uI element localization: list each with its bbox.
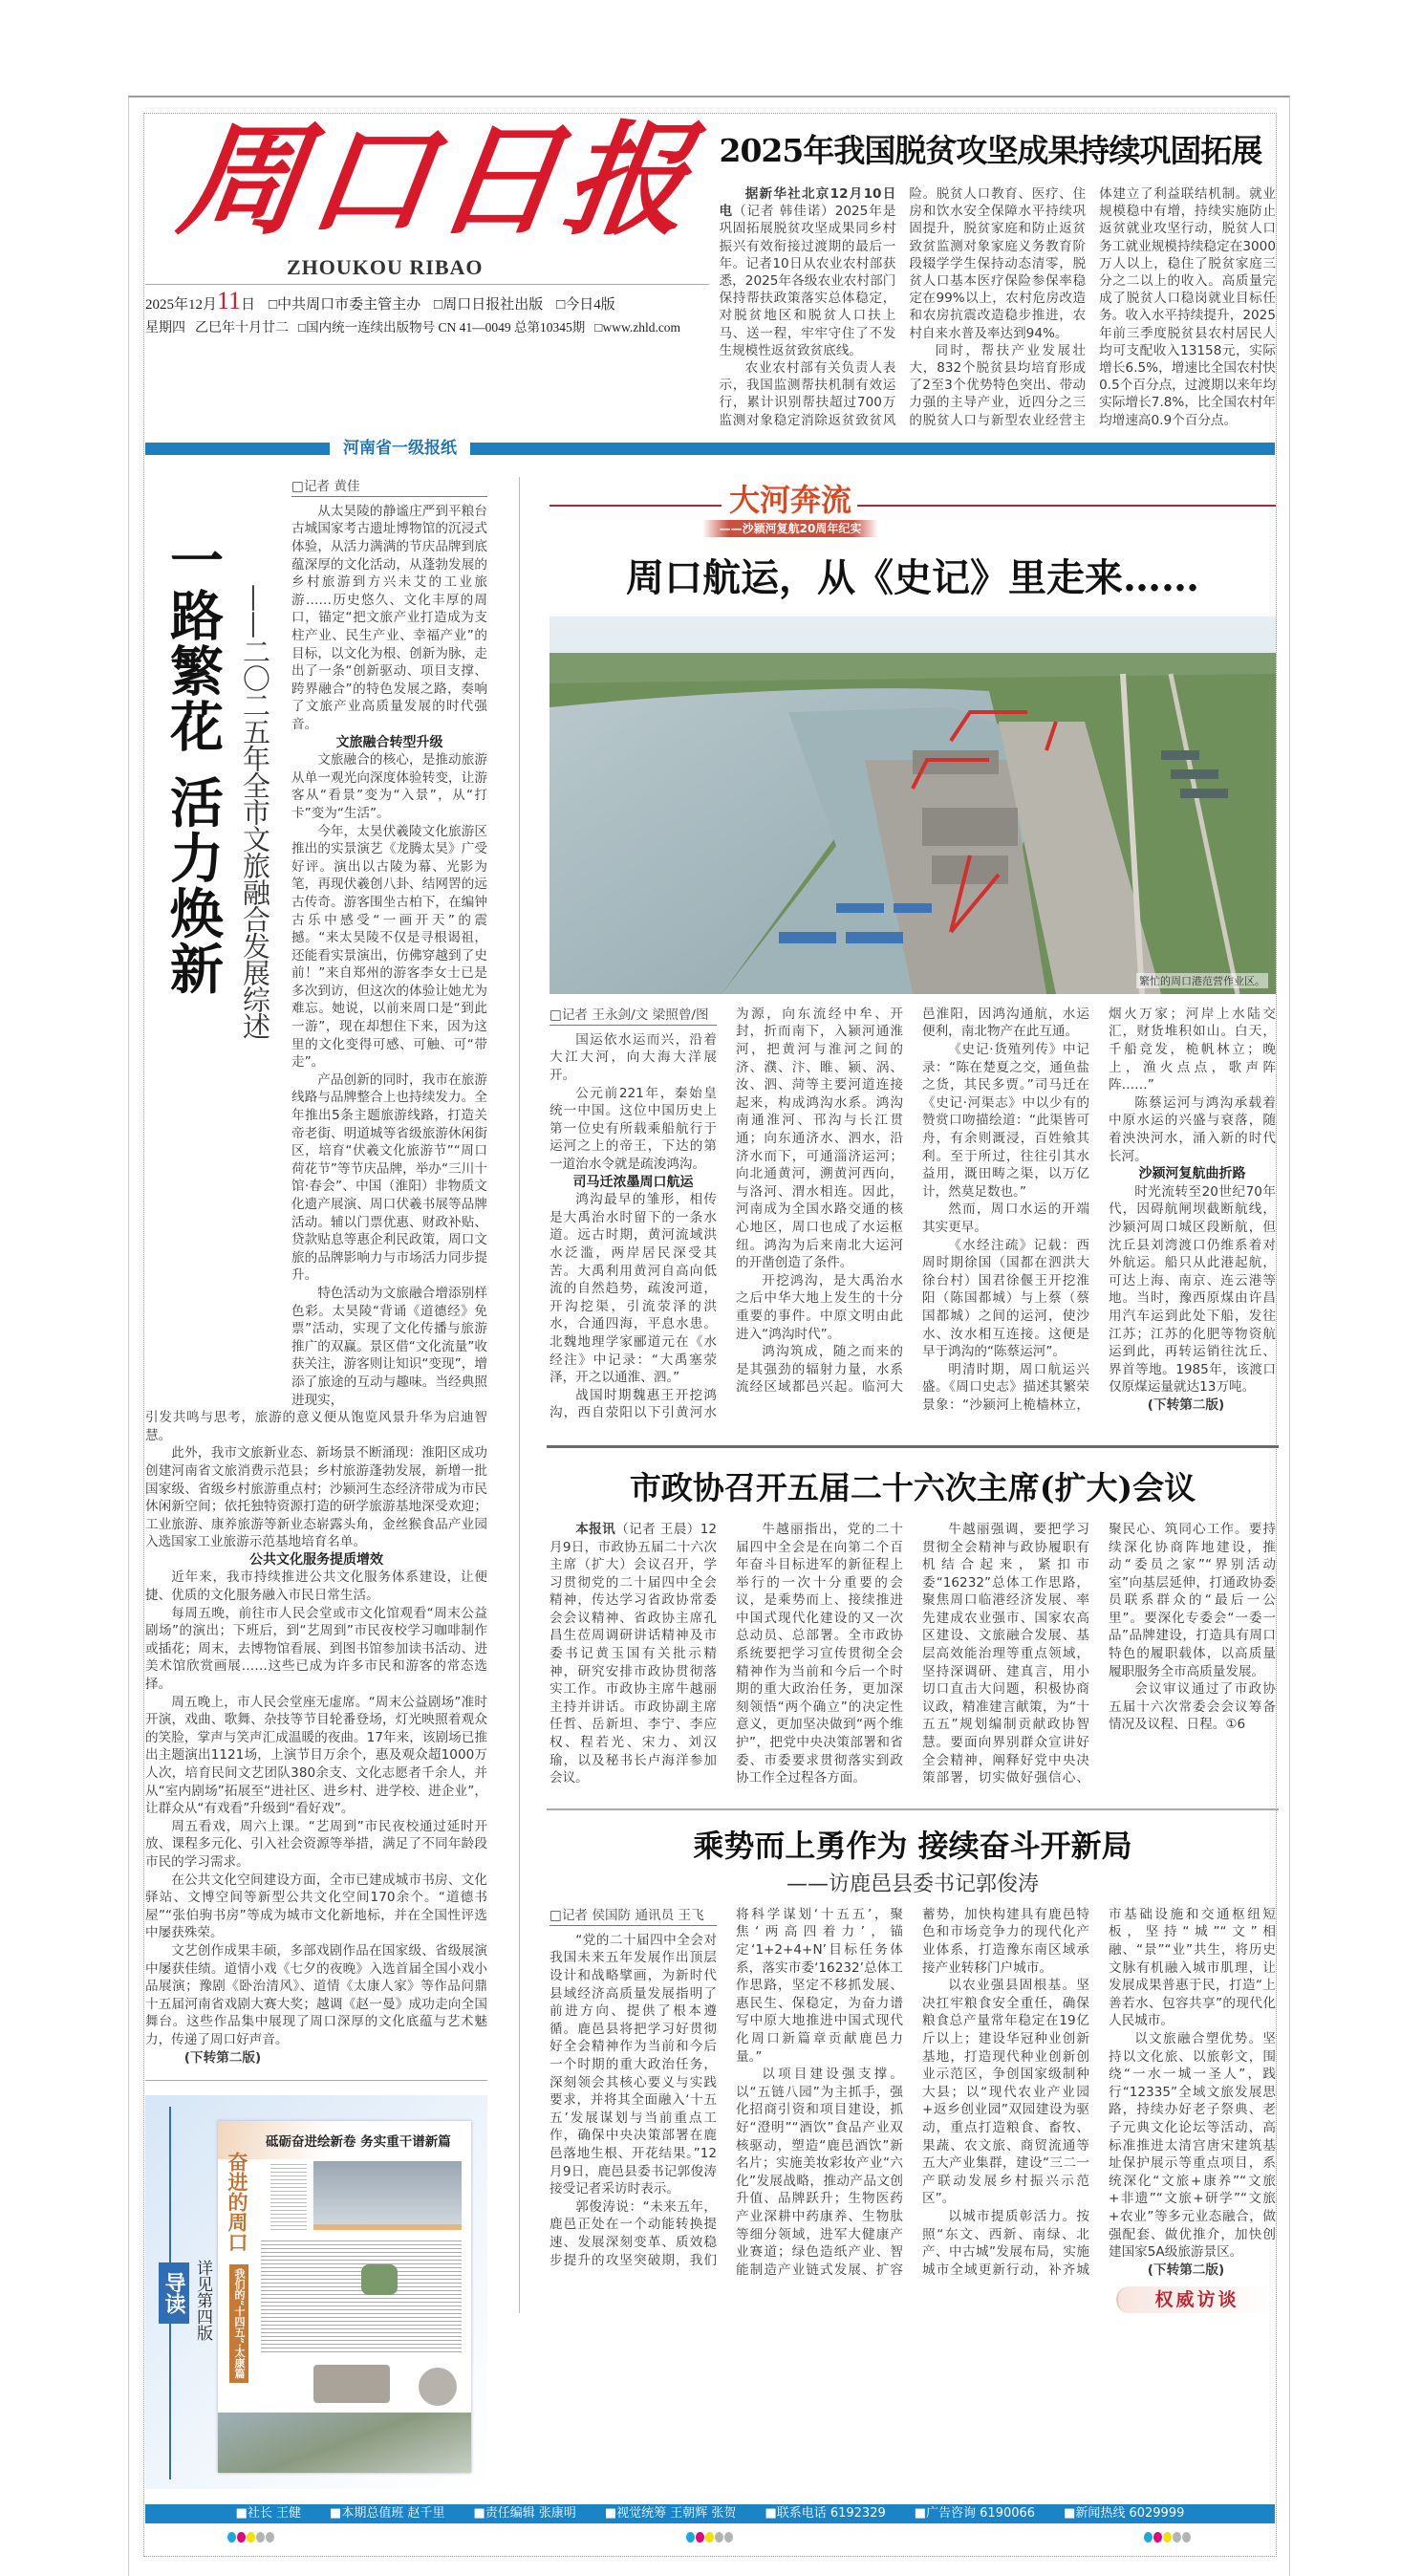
paragraph-text: 文旅融合的核心，是推动旅游从单一观光向深度体验转变，让游客从“看景”变为“入景”，从“打卡”变为“生活”。 <box>291 752 487 821</box>
interview-text <box>549 1906 1276 2279</box>
thumb-series: 奋进的周口 <box>226 2152 249 2253</box>
register-marks <box>1144 2528 1192 2546</box>
paragraph <box>145 1444 487 1551</box>
paragraph-text: 同时，帮扶产业发展壮大，832个脱贫县均培育形成了2至3个优势特色突出、带动力强的主导产业，近四分之三的脱贫人口与新型农业经营主体建立了利益联结机制。就业规模稳中有增，持续实施防止返贫就业攻坚行动，脱贫人口务工就业规模持续稳定在3000万人以上，稳住了脱贫家庭三分之二以上的收入。高质量完成了脱贫人口稳岗就业目标任务。收入水平持续提升，2025年前三季度脱贫县农村居民人均可支配收入13158元，实际增长6.5%，增速比全国农村快0.5个百分点，过渡期以来年均实际增长7.8%，比全国农村年均增速高0.9个百分点。 <box>909 186 1276 428</box>
paragraph <box>922 1041 1089 1201</box>
section-divider <box>547 1445 1279 1448</box>
interview-subtitle: ——访鹿邑县委书记郭俊涛 <box>786 1872 1039 1896</box>
culture-story-title: 一路繁花 活力焕新 <box>162 531 225 997</box>
section-divider <box>145 2080 487 2081</box>
date-prefix: 2025年12月 <box>145 297 218 313</box>
paragraph <box>145 1942 487 2049</box>
culture-byline: □记者 黄佳 <box>291 477 487 497</box>
weekday: 星期四 <box>145 321 185 336</box>
paragraph-text: 牛越丽指出，党的二十届四中全会是在向第二个百年奋斗目标进军的新征程上举行的一次十分重要的会议，是乘势而上、接续推进中国式现代化建设的又一次总动员、总部署。全市政协系统要把学习宣传贯彻全会精神作为当前和今后一个时期的重大政治任务，更加深刻领悟“两个确立”的决定性意义，更加坚决做到“两个维护”，把党中央决策部署和省委、市委要求贯彻落实到政协工作全过程各方面。 <box>736 1521 903 1786</box>
series-subtitle: ——沙颍河复航20周年纪实 <box>702 520 878 537</box>
paragraph <box>291 823 487 1072</box>
paragraph-text: 此外，我市文旅新业态、新场景不断涌现：淮阳区成功创建河南省文旅消费示范县；乡村旅游蓬勃发展，新增一批国家级、省级乡村旅游重点村；沙颍河生态经济带成为市民休闲新空间；依托独特资源打造的研学旅游基地深受欢迎；工业旅游、康养旅游等新业态崭露头角，金丝猴食品产业园入选国家工业旅游示范基地培育名单。 <box>145 1445 487 1550</box>
main-content <box>145 477 1276 2489</box>
paragraph <box>291 1285 487 1409</box>
thumb-ribbon-sub: 太康篇 <box>233 2347 246 2379</box>
paragraph-text: 《水经注疏》记载：西周时期徐国（国都在泗洪大徐台村）国君徐偃王开挖淮阳（陈国都城）与上蔡（蔡国都城）之间的运河，使沙水、汝水相互连接。这便是早于鸿沟的“陈蔡运河”。 <box>922 1237 1089 1360</box>
paragraph-text: 牛越丽强调，要把学习贯彻全会精神与政协履职有机结合起来，紧扣市委“16232”总体工作思路，聚焦周口临港经济发展、率先建成农业强市、国家农高区建设、文旅融合发展、基层高效能治理等重点领域，坚持深调研、建真言，用小切口直击大问题，积极协商议政，精准建言献策，为“十五五”规划编制贡献政协智慧。要面向界别群众宣讲好全会精神，阐释好党中央决策部署，切实做好强信心、聚民心、筑同心工作。要持续深化协商阵地建设，推动“委员之家”“界别活动室”向基层延伸，打通政协委员联系群众的“最后一公里”。要深化专委会“一委一品”品牌建设，打造具有周口特色的履职载体，以高质量履职服务全市高质量发展。 <box>922 1521 1276 1786</box>
shipping-headline: 周口航运，从《史记》里走来…… <box>626 554 1199 600</box>
culture-story <box>145 477 487 2489</box>
paragraph-text: 时光流转至20世纪70年代，因碍航闸坝截断航线，沙颍河周口城区段断航，但沈丘县刘湾渡口仍维系着对外航运。船只从此港起航，可达上海、南京、连云港等地。当时，豫西原煤由许昌用汽车运到此处下船，发往江苏；江苏的化肥等物资航运到此，再转运销往沈丘、界首等地。1985年，该渡口仅原煤运量就达13万吨。 <box>1109 1183 1276 1396</box>
thumb-ribbon: 我们的“十四五”·太康篇 <box>229 2264 248 2383</box>
paragraph <box>145 1872 487 1942</box>
paragraph-text: 从太昊陵的静谧庄严到平粮台古城国家考古遗址博物馆的沉浸式体验，从活力满满的节庆品牌到底蕴深厚的文化活动，从蓬勃发展的乡村旅游到方兴未艾的工业旅游……历史悠久、文化丰厚的周口，锚定“把文旅产业打造成为支柱产业、民生产业、幸福产业”的目标，以文化为根、创新为脉，走出了一条“创新驱动、项目支撑、跨界融合”的特色发展之路，奏响了文旅产业高质量发展的时代强音。 <box>291 503 487 732</box>
paragraph-text: 鸿沟最早的雏形，相传是大禹治水时留下的一条水道。远古时期，黄河流域洪水泛滥，两岸居民深受其苦。大禹利用黄河自高向低流的自然趋势，疏浚河道，开沟挖渠，引流荥泽的洪水，合通四海，平息水患。北魏地理学家郦道元在《水经注》中记录：“大禹塞荥泽，开之以通淮、泗。” <box>549 1192 717 1386</box>
paragraph-text: 近年来，我市持续推进公共文化服务体系建设，让便捷、优质的文化服务融入市民日常生活。 <box>145 1569 487 1604</box>
paragraph-text: 今年，太昊伏羲陵文化旅游区推出的实景演艺《龙腾太昊》广受好评。演出以古陵为幕、光影为笔，再现伏羲创八卦、结网罟的远古传奇。游客围坐古柏下，在编钟古乐中感受“一画开天”的震撼。“来太昊陵不仅是寻根谒祖，还能看实景演出，仿佛穿越到了史前！”来自郑州的游客李女士已是多次到访，但这次的体验让她尤为难忘。她说，以前来周口是“到此一游”，现在却想住下来，因为这里的文化变得可感、可触、可“带走”。 <box>291 823 487 1071</box>
top-story-headline: 2025年我国脱贫攻坚成果持续巩固拓展 <box>719 132 1262 169</box>
newspaper-pinyin: ZHOUKOU RIBAO <box>287 255 484 279</box>
paragraph-text: 《史记·货殖列传》中记录：“陈在楚夏之交，通鱼盐之货，其民多贾。”司马迁在《史记·河渠志》中以少有的赞赏口吻描绘道：“此渠皆可舟，有余则溉浸，百姓飨其利。至于所过，往往引其水益用，溉田畴之渠，以万亿计，然莫足数也。” <box>922 1042 1089 1200</box>
paragraph <box>291 751 487 822</box>
culture-subtitle-box <box>222 477 269 1039</box>
culture-story-subtitle: ——二〇二五年全市文旅融合发展综述 <box>239 583 271 1039</box>
register-dot <box>266 2532 274 2543</box>
paragraph <box>922 1977 1089 2208</box>
paragraph-text: 周五晚上，市人民会堂座无虚席。“周末公益剧场”准时开演，戏曲、歌舞、杂技等节目轮番登场，灯光映照着观众的笑脸，掌声与笑声汇成温暖的夜曲。17年来，该剧场已推出主题演出1121场，上演节目万余个，惠及观众超1000万人次，培育民间文艺团队380余支、文化志愿者千余人，并从“室内剧场”拓展至“进社区、进乡村、进学校、进企业”，让群众从“有戏看”升级到“看好戏”。 <box>145 1694 487 1817</box>
top-story-body <box>720 185 1277 429</box>
register-dot <box>696 2532 704 2543</box>
sponsor: □中共周口市委主管主办 <box>269 297 421 313</box>
date-row <box>145 287 709 315</box>
paragraph-text: 然而，周口水运的开端其实更早。 <box>922 1201 1089 1235</box>
footer-credits <box>145 2504 1275 2523</box>
page-border <box>143 109 1277 2557</box>
byline: □记者 王永剑/文 梁照曾/图 <box>549 1006 717 1026</box>
paragraph <box>736 1521 903 1787</box>
register-dot <box>227 2532 236 2543</box>
paragraph <box>549 1031 717 1085</box>
register-marks <box>227 2528 275 2546</box>
paragraph-text: （记者 韩佳诺）2025年是巩固拓展脱贫攻坚成果同乡村振兴有效衔接过渡期的最后一年。记者10日从农业农村部获悉，2025年各级农业农村部门保持帮扶政策落实总体稳定，对脱贫地区和脱贫人口扶上马、送一程，牢牢守住了不发生规模性返贫致贫底线。 <box>719 204 896 358</box>
paragraph <box>291 503 487 734</box>
thumb-ribbon-text: 我们的“十四五” <box>233 2268 246 2344</box>
paragraph <box>291 1072 487 1285</box>
byline: □记者 侯国防 通讯员 王飞 <box>549 1906 717 1926</box>
issue-info-row <box>145 317 709 339</box>
thumb-photo <box>361 2264 398 2295</box>
register-dot <box>1144 2532 1153 2543</box>
date-suffix: 日 <box>241 297 256 313</box>
subheading: 公共文化服务提质增效 <box>249 1551 383 1568</box>
guide-see-page[interactable]: 详见第四版 <box>193 2260 212 2342</box>
paragraph <box>1109 1094 1276 1165</box>
culture-title-box <box>145 477 225 997</box>
band-label: 河南省一级报纸 <box>330 435 470 462</box>
publisher: □周口日报社出版 <box>434 297 544 313</box>
register-marks-row <box>145 2523 1276 2546</box>
register-dot <box>724 2532 733 2543</box>
paragraph-text: 郭俊涛说：“未来五年，鹿邑正处在一个动能转换提速、发展深刻变革、质效稳步提升的攻坚突破期，我们将科学谋划‘十五五’，聚焦‘两高四着力’，锚定‘1+2+4+N’目标任务体系，落实市委‘16232’总体工作思路，坚定不移抓发展、惠民生、保稳定，为奋力谱写中原大地推进中国式现代化周口新篇章贡献鹿邑力量。” <box>549 1906 903 2268</box>
paragraph-text: 开挖鸿沟，是大禹治水之后中华大地上发生的十分重要的事件。中原文明由此进入“鸿沟时代”。 <box>736 1272 903 1342</box>
interview-headline: 乘势而上勇作为 接续奋斗开新局 <box>693 1827 1132 1864</box>
thumb-text-block <box>261 2240 462 2355</box>
subheading: 司马迁浓墨周口航运 <box>572 1174 694 1190</box>
register-dot <box>1173 2532 1181 2543</box>
paragraph-text: 以城市提质彰活力。按照“东文、西新、南绿、北产、中古城”发展布局，实施城市全域更新行动，补齐城市基础设施和交通枢纽短板，坚持“城”“文”相融、“景”“业”共生，将历史文脉有机融入城市肌理，让发展成果普惠于民，打造“上善若水、包容共享”的现代化人民城市。 <box>922 1906 1276 2278</box>
thumb-text-block <box>270 2164 307 2231</box>
paragraph <box>922 1201 1089 1236</box>
cppcc-headline: 市政协召开五届二十六次主席(扩大)会议 <box>629 1468 1196 1506</box>
header-row <box>145 109 1276 429</box>
main-column <box>519 477 1276 2313</box>
paragraph <box>1109 2030 1276 2262</box>
port-photo <box>549 617 1276 994</box>
thumb-photo <box>419 2368 457 2406</box>
thumb-photo <box>313 2161 462 2230</box>
page-frame <box>128 96 1290 2576</box>
continued-note: (下转第二版) <box>183 2049 262 2066</box>
subheading: 沙颍河复航曲折路 <box>1138 1166 1246 1182</box>
thumb-photo <box>313 2365 390 2403</box>
masthead-band <box>145 443 1275 455</box>
paragraph <box>145 1605 487 1694</box>
footer-credit: ■社长 王健 <box>235 2506 302 2522</box>
issue-date <box>145 287 256 315</box>
paragraph-text: 在公共文化空间建设方面，全市已建成城市书房、文化驿站、文博空间等新型公共文化空间170余个。“道德书屋”“张伯驹书房”等成为城市文化新地标，并在全国性评选中屡获殊荣。 <box>145 1872 487 1941</box>
paragraph-text: 每周五晚，前往市人民会堂或市文化馆观看“周末公益剧场”的演出；下班后，到“艺周到”市民夜校学习咖啡制作或插花；周末，去博物馆看展、到图书馆参加读书活动、进美术馆欣赏画展……这些已成为许多市民和游客的常态选择。 <box>145 1605 487 1693</box>
paragraph <box>922 1237 1089 1361</box>
paragraph-text: 文艺创作成果丰硕，多部戏剧作品在国家级、省级展演中屡获佳绩。道情小戏《七夕的夜晚》入选首届全国小戏小品展演；豫剧《卧治清风》、道情《太康人家》等作品问鼎十五届河南省戏剧大赛大奖；越调《赵一曼》成功走向全国舞台。这些作品集中展现了周口深厚的文化底蕴与艺术魅力，传递了周口好声音。 <box>145 1942 487 2047</box>
paragraph-text: 会议审议通过了市政协五届十六次常委会会议筹备情况及议程、日程。①6 <box>1109 1681 1276 1733</box>
website-link[interactable]: □www.zhld.com <box>594 320 681 335</box>
masthead-divider <box>145 284 709 285</box>
paragraph <box>1109 1183 1276 1396</box>
register-marks <box>686 2528 734 2546</box>
paragraph-text: 国运依水运而兴，沿着大江大河，向大海大洋展开。 <box>549 1031 717 1084</box>
cppcc-text <box>549 1521 1276 1787</box>
masthead <box>145 109 709 339</box>
paragraph-text: 农业农村部有关负责人表示，我国监测帮扶机制有效运行，累计识别帮扶超过700万监测对象稳定消除返贫致贫风险。脱贫人口教育、医疗、住房和饮水安全保障水平持续巩固提升，脱贫家庭和防止返贫致贫监测对象家庭义务教育阶段辍学学生保持动态清零，脱贫人口基本医疗保险参保率稳定在99%以上，农村危房改造和农房抗震改造稳步推进，农村自来水普及率达到94%。 <box>719 186 1087 428</box>
culture-story-narrow <box>291 477 487 1409</box>
paragraph <box>549 1191 717 1387</box>
subheading: 文旅融合转型升级 <box>335 734 443 750</box>
register-dot <box>1153 2532 1162 2543</box>
culture-wide-text <box>145 1409 487 2067</box>
register-dot <box>237 2532 246 2543</box>
footer-credit: ■责任编辑 张康明 <box>473 2506 576 2522</box>
newspaper-logo: 周口日报 <box>171 109 704 252</box>
paragraph <box>549 1085 717 1174</box>
paragraph-text: （记者 王晨）12月9日，市政协五届二十六次主席（扩大）会议召开，学习贯彻党的二十届四中全会精神，传达学习省政协常委会会议精神、省政协主席孔昌生莅周调研讲话精神及市委书记黄玉国有关批示精神，研究安排市政协贯彻落实工作。市政协主席牛越丽主持并讲话。市政协副主席任哲、岳新坦、李宁、李应权、程若光、宋力、刘汉瑜，以及秘书长卢海洋参加会议。 <box>549 1521 717 1786</box>
footer-credit: ■新闻热线 6029999 <box>1064 2506 1185 2522</box>
footer-credit: ■视觉统筹 王朝辉 张贺 <box>604 2506 737 2522</box>
paragraph-text: “党的二十届四中全会对我国未来五年发展作出顶层设计和战略擘画，为新时代县域经济高质量发展指明了前进方向、提供了根本遵循。鹿邑县将把学习好贯彻好全会精神作为当前和今后一个时期的重大政治任务，深刻领会其核心要义与实践要求，并将其全面融入‘十五五’发展谋划与当前重点工作，确保中央决策部署在鹿邑落地生根、开花结果。”12月9日，鹿邑县委书记郭俊涛接受记者采访时表示。 <box>549 1932 717 2197</box>
paragraph <box>145 1694 487 1818</box>
interview-badge: 权威访谈 <box>1116 2286 1276 2313</box>
footer-credit: ■本期总值班 赵千里 <box>330 2506 445 2522</box>
register-dot <box>247 2532 255 2543</box>
date-day: 11 <box>217 287 242 314</box>
page-count: □今日4版 <box>556 297 615 313</box>
lunar-date: 乙巳年十月廿二 <box>195 321 289 336</box>
thumb-aerial-photo <box>218 2413 471 2473</box>
register-dot <box>256 2532 265 2543</box>
paragraph <box>549 1521 717 1787</box>
guide-panel[interactable] <box>145 2095 487 2489</box>
page4-thumbnail[interactable] <box>218 2121 471 2473</box>
lead-tag: 据新华社北京12月10日电 <box>719 186 896 220</box>
paragraph <box>145 1569 487 1604</box>
photo-caption: 繁忙的周口港范营作业区。 <box>1136 973 1268 988</box>
register-dot <box>715 2532 723 2543</box>
paragraph-text: 以文旅融合塑优势。坚持以文化旅、以旅彰文，围绕“一水一城一圣人”，践行“12335”全域文旅发展思路，持续办好老子祭典、老子元典文化论坛等活动，高标准推进太清宫唐宋建筑基址保护展示等重点项目，系统深化“文旅+康养”“文旅+非遗”“文旅+研学”“文旅+农业”等多元业态融合，做强配套、做优推介，加快创建国家5A级旅游景区。 <box>1109 2030 1276 2261</box>
shipping-text <box>549 1006 1276 1422</box>
paragraph-text: 特色活动为文旅融合增添别样色彩。太昊陵“背诵《道德经》免票”活动，实现了文化传播与旅游推广的双赢。景区借“文化流量”收获关注，游客则让知识“变现”，增添了旅途的互动与趣味。当经典照进现实， <box>291 1285 487 1408</box>
paragraph-text: 战国时期魏惠王开挖鸿沟，西自荥阳以下引黄河水为源，向东流经中牟、开封，折而南下，入颍河通淮河，把黄河与淮河之间的济、濮、汴、睢、颍、涡、汝、泗、菏等主要河道连接起来，构成鸿沟水系。鸿沟南通淮河、邗沟与长江贯通；向东通济水、泗水，沿济水而下，可通淄济运河；向北通黄河，溯黄河西向，与洛河、渭水相连。因此，河南成为全国水路交通的核心地区，周口也成了水运枢纽。鸿沟为后来南北大运河的开凿创造了条件。 <box>549 1006 903 1421</box>
series-title: 大河奔流 <box>728 481 851 518</box>
paragraph <box>549 1932 717 2198</box>
register-dot <box>1182 2532 1191 2543</box>
paragraph-text: 以项目建设强支撑。以“五链八园”为主抓手，强化招商引资和项目建设，抓好“澄明”“酒饮”食品产业双核驱动，塑造“鹿邑酒饮”新名片；实施美妆彩妆产业“六化”发展战略，推动产品文创升值、品牌跃升；生物医药产业深耕中药康养、生物肽等细分领域，进军大健康产业赛道；绿色造纸产业、智能制造产业链式发展、扩容蓄势，加快构建具有鹿邑特色和市场竞争力的现代化产业体系，打造豫东南区域承接产业转移门户城市。 <box>736 1906 1089 2278</box>
paragraph <box>1109 1680 1276 1734</box>
register-dot <box>686 2532 695 2543</box>
paragraph-text: 以农业强县固根基。坚决扛牢粮食安全重任，确保粮食总产量常年稳定在19亿斤以上；建设华冠种业创新基地，打造现代种业创新创业示范区，争创国家级制种大县；以“现代农业产业园+返乡创业园”双园建设为驱动，重点打造粮食、畜牧、果蔬、农文旅、商贸流通等五大产业集群，建设“三二一产联动发展乡村振兴示范区”。 <box>922 1978 1089 2207</box>
culture-narrow-text <box>291 503 487 1409</box>
masthead-band-row <box>145 435 1276 464</box>
paragraph <box>922 1521 1276 1787</box>
register-dot <box>1163 2532 1172 2543</box>
series-rule-left <box>549 505 722 507</box>
paragraph <box>720 185 896 359</box>
continued-note: (下转第二版) <box>1147 1396 1225 1413</box>
port-photo-image <box>549 617 1276 994</box>
paragraph <box>736 1272 903 1343</box>
paragraph-text: 周五看戏，周六上课。“艺周到”市民夜校通过延时开放、课程多元化、引入社会资源等举措，满足了不同年龄段市民的学习需求。 <box>145 1818 487 1870</box>
section-divider <box>547 1808 1279 1810</box>
paragraph-text: 陈蔡运河与鸿沟承载着中原水运的兴盛与衰落，随着泱泱河水，涌入新的时代长河。 <box>1109 1094 1276 1164</box>
paragraph <box>145 1818 487 1872</box>
paragraph-continued: 引发共鸣与思考，旅游的意义便从饱览风景升华为启迪智慧。 <box>145 1410 487 1443</box>
culture-story-top <box>145 477 487 1409</box>
paragraph-text: 公元前221年，秦始皇统一中国。这位中国历史上第一位史有所载乘船航行于运河之上的帝王，下达的第一道治水令就是疏浚鸿沟。 <box>549 1085 717 1172</box>
top-story <box>720 114 1277 429</box>
footer-credit: ■广告咨询 6190066 <box>914 2506 1036 2522</box>
paragraph-text: 鸿沟筑成，随之而来的是其强劲的辐射力量，水系流经区域都邑兴起。临河大邑淮阳，因鸿沟通航，水运便利，南北物产在此互通。 <box>736 1006 1089 1396</box>
series-rule-right <box>857 505 1276 507</box>
paragraph-text: 产品创新的同时，我市在旅游线路与品牌整合上也持续发力。全年推出5条主题旅游线路，打造关帝老街、明道城等省级旅游休闲街区，培育“伏羲文化旅游节”“周口荷花节”等节庆品牌，举办“三川十馆·春会”、中国（淮阳）非物质文化遗产展演、周口伏羲书展等品牌活动。辅以门票优惠、财政补贴、贷款贴息等惠企利民政策，周口文旅的品牌影响力与市场活力同步提升。 <box>291 1072 487 1284</box>
register-dot <box>705 2532 714 2543</box>
continued-note: (下转第二版) <box>1147 2262 1225 2278</box>
series-header <box>549 477 1276 540</box>
serial-number: □国内统一连续出版物号 CN 41—0049 总第10345期 <box>298 320 586 335</box>
footer-credit: ■联系电话 6192329 <box>765 2506 886 2522</box>
guide-label: 导读 <box>159 2262 189 2324</box>
thumb-title: 砥砺奋进绘新卷 务实重干谱新篇 <box>266 2134 451 2151</box>
paragraph-text: 明清时期，周口航运兴盛。《周口史志》描述其繁荣景象：“沙颍河上桅樯林立，烟火万家；河岸上水陆交汇，财货堆积如山。白天，千船竞发，桅帆林立；晚上，渔火点点，歌声阵阵……” <box>922 1006 1276 1413</box>
lead-tag: 本报讯 <box>575 1521 616 1537</box>
